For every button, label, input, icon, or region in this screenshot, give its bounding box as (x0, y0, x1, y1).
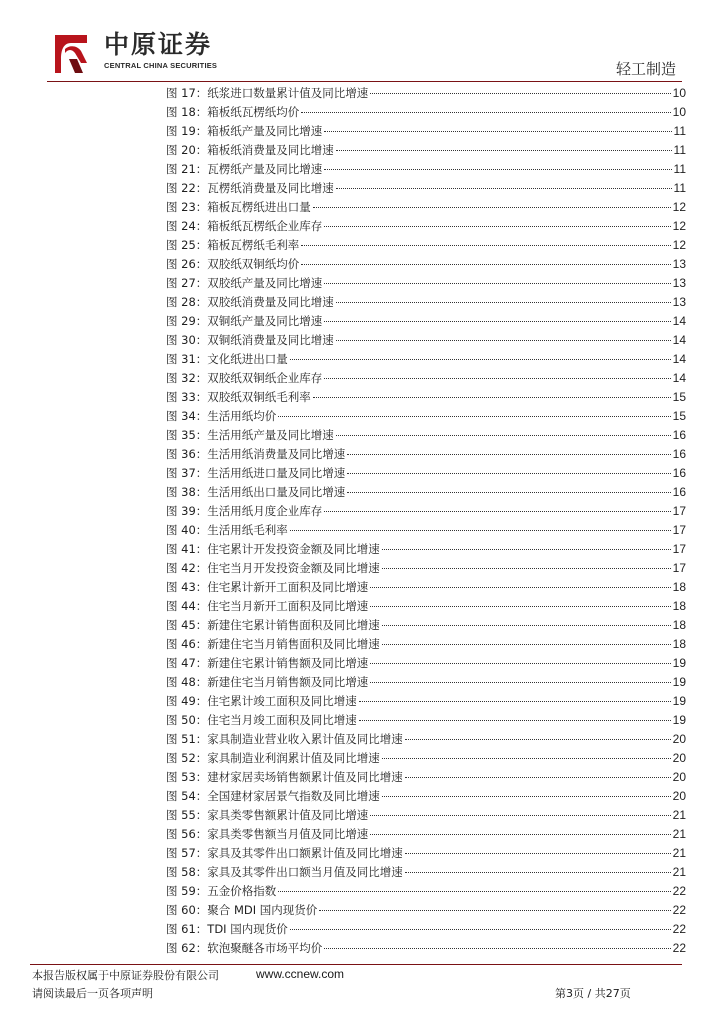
toc-entry-label: 图 38：生活用纸出口量及同比增速 (166, 485, 346, 499)
toc-entry-label: 图 39：生活用纸月度企业库存 (166, 504, 323, 518)
toc-dot-leader (336, 435, 671, 436)
toc-entry-label: 图 62：软泡聚醚各市场平均价 (166, 941, 323, 955)
toc-entry[interactable] (166, 825, 686, 844)
toc-dot-leader (278, 891, 670, 892)
toc-entry-label: 图 18：箱板纸瓦楞纸均价 (166, 105, 300, 119)
toc-entry[interactable] (166, 445, 686, 464)
toc-dot-leader (370, 663, 670, 664)
toc-dot-leader (290, 359, 671, 360)
toc-entry[interactable] (166, 540, 686, 559)
toc-entry[interactable] (166, 673, 686, 692)
toc-entry-label: 图 50：住宅当月竣工面积及同比增速 (166, 713, 357, 727)
toc-dot-leader (370, 815, 670, 816)
toc-entry[interactable] (166, 901, 686, 920)
toc-entry-label: 图 61：TDI 国内现货价 (166, 922, 288, 936)
toc-entry[interactable] (166, 217, 686, 236)
toc-dot-leader (336, 150, 672, 151)
toc-entry-label: 图 49：住宅累计竣工面积及同比增速 (166, 694, 357, 708)
toc-dot-leader (405, 739, 671, 740)
toc-entry[interactable] (166, 255, 686, 274)
header-divider (47, 81, 682, 82)
footer-website-link[interactable]: www.ccnew.com (256, 967, 345, 981)
toc-entry-page: 13 (672, 257, 686, 271)
toc-entry[interactable] (166, 236, 686, 255)
toc-entry-label: 图 26：双胶纸双铜纸均价 (166, 257, 300, 271)
toc-entry[interactable] (166, 84, 686, 103)
toc-entry-page: 21 (672, 808, 686, 822)
toc-entry[interactable] (166, 350, 686, 369)
toc-entry-label: 图 47：新建住宅累计销售额及同比增速 (166, 656, 369, 670)
toc-entry-page: 21 (672, 827, 686, 841)
toc-entry-label: 图 55：家具类零售额累计值及同比增速 (166, 808, 369, 822)
toc-dot-leader (336, 188, 672, 189)
toc-entry-label: 图 17：纸浆进口数量累计值及同比增速 (166, 86, 369, 100)
toc-dot-leader (324, 321, 670, 322)
toc-dot-leader (370, 587, 670, 588)
toc-entry-page: 20 (672, 751, 686, 765)
toc-entry[interactable] (166, 407, 686, 426)
toc-entry-label: 图 31：文化纸进出口量 (166, 352, 288, 366)
toc-dot-leader (370, 93, 670, 94)
toc-entry-page: 13 (672, 295, 686, 309)
toc-entry-label: 图 46：新建住宅当月销售面积及同比增速 (166, 637, 380, 651)
toc-dot-leader (347, 454, 670, 455)
toc-entry[interactable] (166, 331, 686, 350)
toc-entry[interactable] (166, 768, 686, 787)
toc-dot-leader (405, 853, 671, 854)
toc-entry-page: 18 (672, 637, 686, 651)
toc-entry[interactable] (166, 122, 686, 141)
toc-entry-page: 10 (672, 86, 686, 100)
toc-entry-label: 图 27：双胶纸产量及同比增速 (166, 276, 323, 290)
toc-dot-leader (290, 530, 671, 531)
toc-entry-page: 18 (672, 618, 686, 632)
toc-dot-leader (301, 264, 670, 265)
toc-entry-page: 17 (672, 504, 686, 518)
page-header (0, 0, 724, 84)
toc-dot-leader (324, 948, 670, 949)
toc-dot-leader (290, 929, 671, 930)
toc-entry[interactable] (166, 312, 686, 331)
toc-entry[interactable] (166, 730, 686, 749)
toc-entry-page: 11 (673, 124, 686, 138)
toc-entry-label: 图 44：住宅当月新开工面积及同比增速 (166, 599, 369, 613)
toc-dot-leader (382, 568, 671, 569)
toc-entry-page: 21 (672, 846, 686, 860)
toc-entry-page: 21 (672, 865, 686, 879)
footer-divider (30, 964, 682, 965)
toc-entry[interactable] (166, 882, 686, 901)
toc-entry-label: 图 58：家具及其零件出口额当月值及同比增速 (166, 865, 403, 879)
toc-entry-page: 19 (672, 694, 686, 708)
toc-entry-page: 14 (672, 314, 686, 328)
toc-entry-page: 12 (672, 200, 686, 214)
toc-entry-page: 11 (673, 162, 686, 176)
footer-copyright: 本报告版权属于中原证券股份有限公司 (32, 969, 219, 982)
toc-entry-label: 图 29：双铜纸产量及同比增速 (166, 314, 323, 328)
toc-entry-page: 12 (672, 219, 686, 233)
toc-dot-leader (278, 416, 670, 417)
toc-entry-label: 图 32：双胶纸双铜纸企业库存 (166, 371, 323, 385)
toc-dot-leader (347, 492, 670, 493)
toc-entry-page: 20 (672, 732, 686, 746)
toc-entry-page: 11 (673, 181, 686, 195)
toc-entry-page: 14 (672, 333, 686, 347)
toc-entry-label: 图 41：住宅累计开发投资金额及同比增速 (166, 542, 380, 556)
toc-entry-label: 图 59：五金价格指数 (166, 884, 277, 898)
toc-dot-leader (382, 549, 671, 550)
toc-entry-page: 16 (672, 466, 686, 480)
toc-entry-page: 18 (672, 599, 686, 613)
toc-entry-label: 图 42：住宅当月开发投资金额及同比增速 (166, 561, 380, 575)
toc-dot-leader (359, 720, 671, 721)
toc-entry[interactable] (166, 597, 686, 616)
toc-entry-label: 图 30：双铜纸消费量及同比增速 (166, 333, 334, 347)
toc-entry-page: 14 (672, 371, 686, 385)
toc-entry-label: 图 24：箱板纸瓦楞纸企业库存 (166, 219, 323, 233)
toc-entry[interactable] (166, 521, 686, 540)
toc-dot-leader (313, 397, 671, 398)
toc-dot-leader (324, 169, 671, 170)
toc-entry-label: 图 36：生活用纸消费量及同比增速 (166, 447, 346, 461)
toc-entry-page: 22 (672, 903, 686, 917)
toc-entry-page: 18 (672, 580, 686, 594)
toc-entry-label: 图 56：家具类零售额当月值及同比增速 (166, 827, 369, 841)
toc-entry-page: 17 (672, 561, 686, 575)
toc-entry[interactable] (166, 274, 686, 293)
toc-entry-page: 16 (672, 447, 686, 461)
toc-dot-leader (324, 226, 670, 227)
toc-entry[interactable] (166, 863, 686, 882)
toc-entry-page: 13 (672, 276, 686, 290)
toc-entry[interactable] (166, 616, 686, 635)
toc-entry[interactable] (166, 711, 686, 730)
toc-entry-label: 图 19：箱板纸产量及同比增速 (166, 124, 323, 138)
toc-entry-label: 图 40：生活用纸毛利率 (166, 523, 288, 537)
toc-entry[interactable] (166, 483, 686, 502)
toc-entry-page: 15 (672, 390, 686, 404)
toc-dot-leader (319, 910, 670, 911)
toc-entry[interactable] (166, 920, 686, 939)
toc-entry-label: 图 51：家具制造业营业收入累计值及同比增速 (166, 732, 403, 746)
toc-entry[interactable] (166, 179, 686, 198)
toc-entry-page: 19 (672, 675, 686, 689)
toc-dot-leader (382, 644, 671, 645)
toc-entry[interactable] (166, 464, 686, 483)
toc-entry-label: 图 45：新建住宅累计销售面积及同比增速 (166, 618, 380, 632)
toc-entry-label: 图 52：家具制造业利润累计值及同比增速 (166, 751, 380, 765)
brand-name-en: CENTRAL CHINA SECURITIES (104, 61, 218, 70)
toc-dot-leader (324, 378, 670, 379)
toc-entry-label: 图 21：瓦楞纸产量及同比增速 (166, 162, 323, 176)
toc-entry-label: 图 53：建材家居卖场销售额累计值及同比增速 (166, 770, 403, 784)
toc-entry[interactable] (166, 806, 686, 825)
toc-entry-page: 16 (672, 428, 686, 442)
toc-entry-label: 图 57：家具及其零件出口额累计值及同比增速 (166, 846, 403, 860)
toc-entry-label: 图 25：箱板瓦楞纸毛利率 (166, 238, 300, 252)
toc-entry[interactable] (166, 502, 686, 521)
toc-entry[interactable] (166, 844, 686, 863)
toc-entry[interactable] (166, 103, 686, 122)
toc-entry-label: 图 34：生活用纸均价 (166, 409, 277, 423)
toc-entry-label: 图 43：住宅累计新开工面积及同比增速 (166, 580, 369, 594)
toc-dot-leader (405, 777, 671, 778)
toc-entry-label: 图 20：箱板纸消费量及同比增速 (166, 143, 334, 157)
toc-dot-leader (324, 511, 670, 512)
toc-entry-page: 22 (672, 884, 686, 898)
toc-entry[interactable] (166, 749, 686, 768)
toc-dot-leader (370, 606, 670, 607)
toc-entry-page: 22 (672, 922, 686, 936)
toc-entry-label: 图 37：生活用纸进口量及同比增速 (166, 466, 346, 480)
toc-dot-leader (405, 872, 671, 873)
toc-entry[interactable] (166, 559, 686, 578)
toc-entry-label: 图 48：新建住宅当月销售额及同比增速 (166, 675, 369, 689)
toc-entry-page: 15 (672, 409, 686, 423)
industry-label: 轻工制造 (615, 60, 676, 78)
toc-entry-page: 20 (672, 789, 686, 803)
toc-entry-page: 12 (672, 238, 686, 252)
brand-logo-icon (47, 29, 95, 77)
toc-dot-leader (382, 625, 671, 626)
toc-entry-page: 20 (672, 770, 686, 784)
toc-entry-page: 11 (673, 143, 686, 157)
toc-dot-leader (359, 701, 671, 702)
toc-entry[interactable] (166, 654, 686, 673)
toc-entry[interactable] (166, 426, 686, 445)
toc-entry-label: 图 60：聚合 MDI 国内现货价 (166, 903, 318, 917)
footer-page-number: 第3页 / 共27页 (555, 987, 631, 1000)
toc-entry[interactable] (166, 388, 686, 407)
toc-entry-page: 14 (672, 352, 686, 366)
toc-dot-leader (347, 473, 670, 474)
toc-entry-label: 图 54：全国建材家居景气指数及同比增速 (166, 789, 380, 803)
toc-entry-label: 图 23：箱板瓦楞纸进出口量 (166, 200, 311, 214)
toc-entry[interactable] (166, 787, 686, 806)
toc-dot-leader (301, 112, 670, 113)
toc-entry-page: 10 (672, 105, 686, 119)
toc-dot-leader (313, 207, 671, 208)
toc-entry[interactable] (166, 578, 686, 597)
toc-entry-label: 图 28：双胶纸消费量及同比增速 (166, 295, 334, 309)
toc-entry-page: 22 (672, 941, 686, 955)
figure-index-list (166, 84, 686, 958)
toc-dot-leader (382, 796, 671, 797)
toc-entry-label: 图 35：生活用纸产量及同比增速 (166, 428, 334, 442)
toc-entry[interactable] (166, 198, 686, 217)
toc-entry-label: 图 22：瓦楞纸消费量及同比增速 (166, 181, 334, 195)
toc-dot-leader (370, 834, 670, 835)
toc-entry[interactable] (166, 293, 686, 312)
toc-entry[interactable] (166, 939, 686, 958)
toc-dot-leader (324, 131, 671, 132)
toc-dot-leader (336, 340, 671, 341)
toc-dot-leader (324, 283, 670, 284)
footer-disclaimer-note: 请阅读最后一页各项声明 (32, 987, 153, 1000)
toc-entry-label: 图 33：双胶纸双铜纸毛利率 (166, 390, 311, 404)
toc-entry[interactable] (166, 141, 686, 160)
toc-dot-leader (370, 682, 670, 683)
toc-entry-page: 16 (672, 485, 686, 499)
toc-entry[interactable] (166, 160, 686, 179)
toc-entry-page: 19 (672, 713, 686, 727)
toc-dot-leader (336, 302, 671, 303)
toc-dot-leader (301, 245, 670, 246)
toc-entry-page: 17 (672, 542, 686, 556)
toc-entry[interactable] (166, 369, 686, 388)
toc-entry-page: 19 (672, 656, 686, 670)
toc-entry-page: 17 (672, 523, 686, 537)
toc-dot-leader (382, 758, 671, 759)
toc-entry[interactable] (166, 692, 686, 711)
brand-name-cn: 中原证券 (104, 30, 213, 59)
toc-entry[interactable] (166, 635, 686, 654)
